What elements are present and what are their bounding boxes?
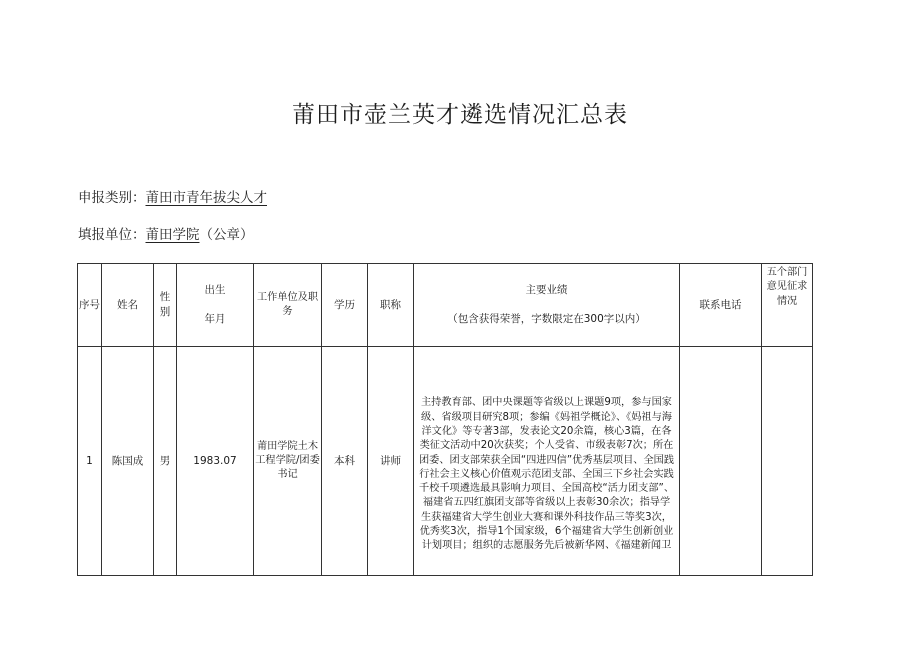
header-workplace: 工作单位及职务 <box>254 264 322 347</box>
unit-suffix: （公章） <box>199 227 254 243</box>
header-row <box>78 264 813 347</box>
header-title: 职称 <box>368 264 414 347</box>
category-value: 莆田市青年拔尖人才 <box>145 190 267 206</box>
category-line <box>78 186 267 206</box>
header-seq: 序号 <box>78 264 102 347</box>
cell-education: 本科 <box>322 347 368 576</box>
header-achievements-note: （包含获得荣誉，字数限定在300字以内） <box>447 313 646 325</box>
header-education: 学历 <box>322 264 368 347</box>
header-birth <box>177 264 254 347</box>
header-gender <box>154 264 177 347</box>
cell-phone <box>680 347 762 576</box>
header-phone: 联系电话 <box>680 264 762 347</box>
cell-workplace: 莆田学院土木工程学院/团委书记 <box>254 347 322 576</box>
table-row <box>78 347 813 576</box>
header-name: 姓名 <box>102 264 154 347</box>
header-gender-line2: 别 <box>159 306 171 318</box>
cell-opinions <box>762 347 813 576</box>
cell-gender: 男 <box>154 347 177 576</box>
unit-value: 莆田学院 <box>145 227 200 243</box>
unit-label: 填报单位： <box>78 227 146 243</box>
header-achievements-main: 主要业绩 <box>525 284 568 297</box>
header-birth-line2: 年月 <box>204 313 226 325</box>
page-title: 莆田市壶兰英才遴选情况汇总表 <box>292 102 628 128</box>
unit-line <box>78 223 254 243</box>
cell-birth: 1983.07 <box>177 347 254 576</box>
header-gender-line1: 性 <box>159 291 171 304</box>
summary-table <box>77 263 813 576</box>
cell-title: 讲师 <box>368 347 414 576</box>
header-achievements <box>414 264 680 347</box>
category-label: 申报类别： <box>78 190 146 206</box>
cell-seq: 1 <box>78 347 102 576</box>
header-birth-line1: 出生 <box>204 284 226 297</box>
cell-name: 陈国成 <box>102 347 154 576</box>
cell-achievements: 主持教育部、团中央课题等省级以上课题9项，参与国家级、省级项目研究8项；参编《妈祖学概论》、《妈祖与海洋文化》等专著3部，发表论文20余篇，核心3篇，在各类征文活动中20次获奖；个人受省、市级表彰7次；所在团委、团支部荣获全国“四进四信”优秀基层项目、全国践行社会主义核心价值观示范团支部、全国三下乡社会实践千校千项遴选最具影响力项目、全国高校“活力团支部”、福建省五四红旗团支部等省级以上表彰30余次；指导学生获福建省大学生创业大赛和课外科技作品三等奖3次，优秀奖3次，指导1个国家级，6个福建省大学生创新创业计划项目；组织的志愿服务先后被新华网、《福建新闻卫 <box>414 347 680 576</box>
header-opinions: 五个部门意见征求情况 <box>762 264 813 347</box>
